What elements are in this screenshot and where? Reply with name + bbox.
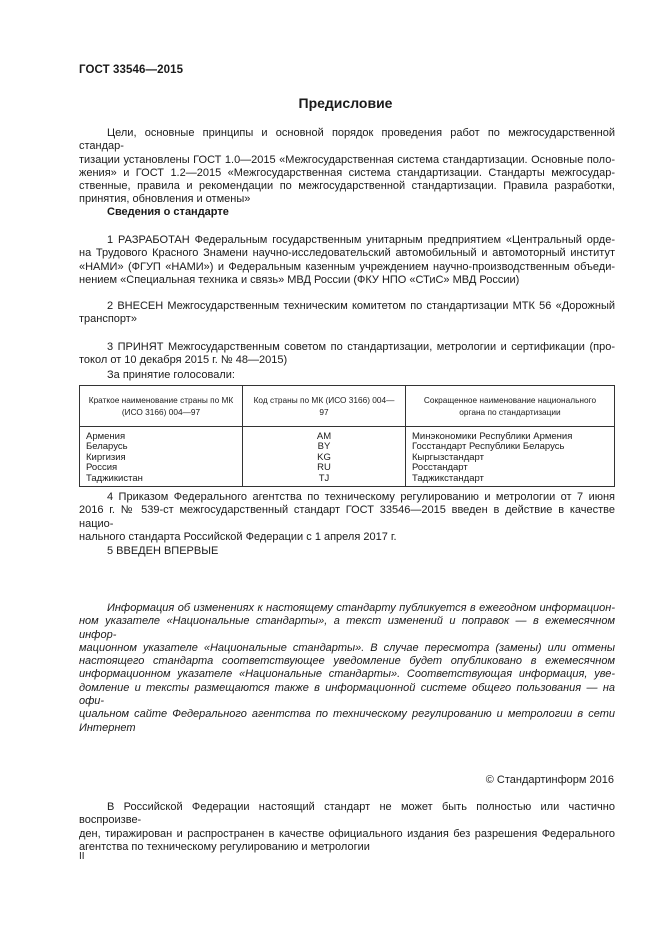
text-line: 4 Приказом Федерального агентства по техническому регулированию и метрологии от 7 июня bbox=[107, 491, 615, 503]
text-line: принятия, обновления и отмены» bbox=[79, 193, 251, 206]
text-line: ственные, правила и рекомендации по межгосударственной стандартизации. Правила разработки, bbox=[79, 180, 615, 193]
table-row bbox=[80, 474, 615, 487]
table-row bbox=[80, 427, 615, 443]
text-line: 1 РАЗРАБОТАН Федеральным государственным унитарным предприятием «Центральный орде- bbox=[107, 234, 615, 246]
page-number: II bbox=[79, 851, 85, 862]
text-line: информационном указателе «Национальные стандарты». Соответствующая информация, уве- bbox=[79, 668, 615, 681]
text-line: жения» и ГОСТ 1.2—2015 «Межгосударственная система стандартизации. Стандарты межгосудар- bbox=[79, 166, 615, 179]
item-4-order bbox=[79, 491, 615, 544]
item-1-developed bbox=[79, 234, 615, 287]
item-5-first-introduced bbox=[79, 545, 615, 558]
column-header-country-name: Краткое наименование страны по МК (ИСО 3166) 004—97 bbox=[80, 386, 243, 427]
column-header-national-body: Сокращенное наименование национального органа по стандартизации bbox=[406, 386, 615, 427]
text-line: ден, тиражирован и распространен в качестве официального издания без разрешения Федерального bbox=[79, 827, 615, 840]
text-line: циальном сайте Федерального агентства по техническому регулированию и метрологии в сети bbox=[79, 708, 615, 721]
country-name-cell: Армения bbox=[80, 427, 243, 443]
reproduction-legal-notice bbox=[79, 801, 615, 854]
country-code-cell: AM bbox=[243, 427, 406, 443]
country-name-cell: Киргизия bbox=[80, 453, 243, 463]
text-line: нением «Специальная техника и связь» МВД России (ФКУ НПО «СТиС» МВД России) bbox=[79, 273, 520, 286]
item-2-introduced bbox=[79, 300, 615, 327]
text-line: на Трудового Красного Знамени научно-исследовательский автомобильный и автомоторный институт bbox=[79, 247, 615, 260]
country-code-cell: TJ bbox=[243, 474, 406, 487]
table-row bbox=[80, 442, 615, 452]
national-body-cell: Госстандарт Республики Беларусь bbox=[406, 442, 615, 452]
country-name-cell: Беларусь bbox=[80, 442, 243, 452]
table-row bbox=[80, 453, 615, 463]
country-code-cell: RU bbox=[243, 463, 406, 473]
text-line: «НАМИ» (ФГУП «НАМИ») и Федеральным казенным учреждением научно-производственным объеди- bbox=[79, 260, 615, 273]
text-line: В Российской Федерации настоящий стандарт не может быть полностью или частично воспроизве- bbox=[79, 801, 615, 827]
text-line: мационном указателе «Национальные стандарты». В случае пересмотра (замены) или отмены bbox=[79, 641, 615, 654]
national-body-cell: Минэкономики Республики Армения bbox=[406, 427, 615, 443]
page-title: Предисловие bbox=[298, 95, 393, 111]
country-name-cell: Таджикистан bbox=[80, 474, 243, 487]
item-3-adopted bbox=[79, 341, 615, 368]
text-line: настоящего стандарта соответствующее уведомление будет опубликовано в ежемесячном bbox=[79, 655, 615, 668]
text-line: нального стандарта Российской Федерации с 1 апреля 2017 г. bbox=[79, 530, 397, 543]
text-line: домление и тексты размещаются также в информационной системе общего пользования — на офи- bbox=[79, 681, 615, 708]
table-header-row bbox=[80, 386, 615, 427]
text-line: тизации установлены ГОСТ 1.0—2015 «Межгосударственная система стандартизации. Основные поло- bbox=[79, 153, 615, 166]
text-line: Интернет bbox=[79, 721, 136, 734]
national-body-cell: Таджикстандарт bbox=[406, 474, 615, 487]
changes-info-notice bbox=[79, 602, 615, 735]
text-line: агентства по техническому регулированию и метрологии bbox=[79, 840, 370, 853]
text-line: 2 ВНЕСЕН Межгосударственным техническим комитетом по стандартизации МТК 56 «Дорожный bbox=[107, 300, 615, 312]
text-line: ном указателе «Национальные стандарты», а текст изменений и поправок — в ежемесячном инфор- bbox=[79, 615, 615, 641]
voting-table bbox=[79, 385, 615, 487]
text-line: 3 ПРИНЯТ Межгосударственным советом по стандартизации, метрологии и сертификации (про- bbox=[107, 341, 615, 353]
country-name-cell: Россия bbox=[80, 463, 243, 473]
national-body-cell: Кыргызстандарт bbox=[406, 453, 615, 463]
country-code-cell: KG bbox=[243, 453, 406, 463]
text-line: 2016 г. № 539-ст межгосударственный стандарт ГОСТ 33546—2015 введен в действие в качестве нацио- bbox=[79, 504, 615, 530]
table-row bbox=[80, 463, 615, 473]
text-line: 5 ВВЕДЕН ВПЕРВЫЕ bbox=[107, 545, 219, 557]
national-body-cell: Росстандарт bbox=[406, 463, 615, 473]
country-code-cell: BY bbox=[243, 442, 406, 452]
text-line: транспорт» bbox=[79, 313, 137, 326]
copyright-notice: © Стандартинформ 2016 bbox=[485, 774, 614, 786]
column-header-country-code: Код страны по МК (ИСО 3166) 004—97 bbox=[243, 386, 406, 427]
intro-paragraph bbox=[79, 127, 615, 207]
text-line: токол от 10 декабря 2015 г. № 48—2015) bbox=[79, 354, 288, 367]
text-line: Цели, основные принципы и основной порядок проведения работ по межгосударственной стандар- bbox=[79, 127, 615, 153]
votes-label: За принятие голосовали: bbox=[107, 369, 235, 381]
standard-info-heading: Сведения о стандарте bbox=[107, 206, 229, 218]
text-line: Информация об изменениях к настоящему стандарту публикуется в ежегодном информацион- bbox=[107, 602, 615, 614]
document-code-header: ГОСТ 33546—2015 bbox=[79, 64, 184, 76]
